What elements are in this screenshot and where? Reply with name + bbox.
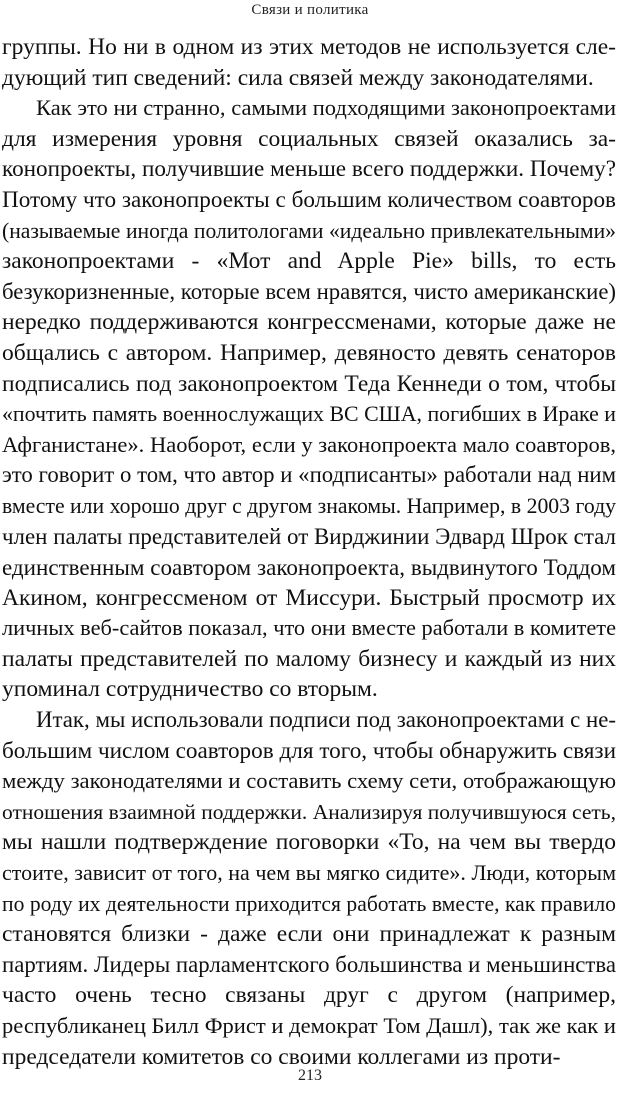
text-line: между законодателями и составить схему сети, отображающую [2,768,616,794]
text-line: упоминал сотрудничество со вторым. [2,676,378,703]
text-line: подписались под законопроектом Теда Кеннеди о том, чтобы [2,370,616,397]
text-line: республиканец Билл Фрист и демократ Том Дашл), так же как и [2,1013,616,1038]
text-line: большим числом соавторов для того, чтобы обнаружить связи [2,737,616,764]
text-line: партиям. Лидеры парламентского большинства и меньшинства [2,951,616,977]
text-line: конопроекты, получившие меньше всего поддержки. Почему? [2,156,616,183]
text-line: по роду их деятельности приходится работать вместе, как правило [2,891,616,916]
text-line: для измерения уровня социальных связей оказались за- [2,125,616,152]
text-line: Афганистане». Наоборот, если у законопроекта мало соавторов, [2,431,616,457]
text-line: это говорит о том, что автор и «подписанты» работали над ним [2,462,616,488]
text-line: Потому что законопроекты с большим количеством соавторов [2,186,616,213]
text-line: Как это ни странно, самыми подходящими законопроектами [36,95,616,121]
text-line: (называемые иногда политологами «идеально привлекательными» [2,218,616,243]
body-text [2,32,616,1072]
text-line: личных веб-сайтов показал, что они вместе работали в комитете [2,615,616,641]
text-line: часто очень тесно связаны друг с другом (например, [2,982,616,1009]
text-line: становятся близки - даже если они принадлежат к разным [2,921,616,948]
page-number: 213 [298,1067,322,1084]
text-line: член палаты представителей от Вирджинии Эдвард Шрок стал [2,523,616,549]
text-line: Итак, мы использовали подписи под законопроектами с не- [36,707,616,733]
text-line: безукоризненные, которые всем нравятся, чисто американские) [2,278,616,304]
text-line: «почтить память военнослужащих ВС США, погибших в Ираке и [2,402,616,427]
text-line: председатели комитетов со своими коллегами из проти- [2,1043,561,1070]
text-line: мы нашли подтверждение поговорки «То, на чем вы твердо [2,829,616,856]
text-line: общались с автором. Например, девяносто девять сенаторов [2,339,616,366]
text-line: стоите, зависит от того, на чем вы мягко сидите». Люди, которым [2,860,616,886]
text-line: нередко поддерживаются конгрессменами, которые даже не [2,309,616,336]
text-line: Акином, конгрессменом от Миссури. Быстрый просмотр их [2,584,616,611]
running-head: Связи и политика [251,2,369,18]
text-line: единственным соавтором законопроекта, выдвинутого Тоддом [2,554,616,581]
text-line: дующий тип сведений: сила связей между законодателями. [2,64,594,91]
text-line: законопроектами - «Мот and Apple Pie» bills, то есть [2,248,616,275]
text-line: отношения взаимной поддержки. Анализируя получившуюся сеть, [2,799,616,824]
text-line: палаты представителей по малому бизнесу и каждый из них [2,645,616,672]
text-line: вместе или хорошо друг с другом знакомы. Например, в 2003 году [2,493,616,518]
text-line: группы. Но ни в одном из этих методов не используется сле- [2,34,616,60]
